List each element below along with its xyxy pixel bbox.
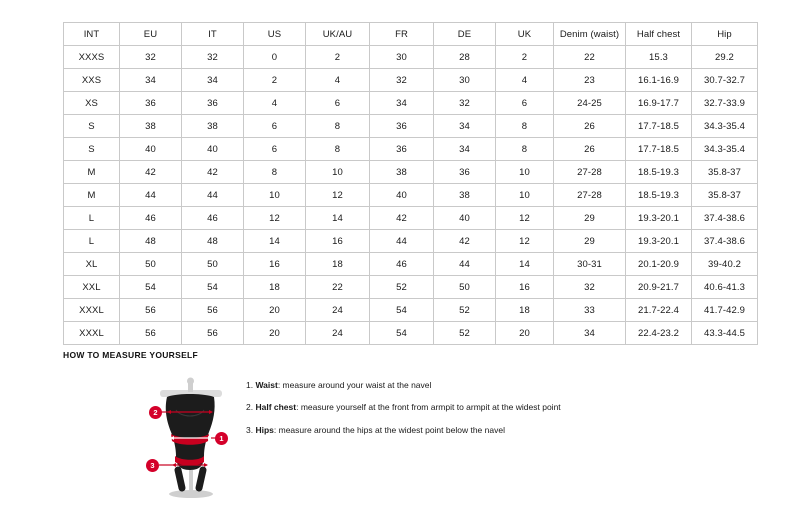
cell-hip: 40.6-41.3: [692, 276, 758, 299]
cell-int: XS: [64, 92, 120, 115]
cell-int: XXL: [64, 276, 120, 299]
cell-hip: 35.8-37: [692, 161, 758, 184]
cell-uk: 6: [496, 92, 554, 115]
measure-steps-list: [246, 380, 561, 447]
cell-it: 42: [182, 161, 244, 184]
column-header-int: INT: [64, 23, 120, 46]
cell-eu: 40: [120, 138, 182, 161]
column-header-de: DE: [434, 23, 496, 46]
cell-hip: 41.7-42.9: [692, 299, 758, 322]
cell-de: 28: [434, 46, 496, 69]
cell-eu: 48: [120, 230, 182, 253]
step-number: 1.: [246, 380, 254, 390]
cell-eu: 42: [120, 161, 182, 184]
column-header-denim-waist: Denim (waist): [554, 23, 626, 46]
cell-de: 42: [434, 230, 496, 253]
cell-uk-au: 18: [306, 253, 370, 276]
cell-it: 40: [182, 138, 244, 161]
cell-us: 16: [244, 253, 306, 276]
cell-int: XXS: [64, 69, 120, 92]
cell-us: 18: [244, 276, 306, 299]
how-to-measure-title: HOW TO MEASURE YOURSELF: [63, 350, 199, 360]
cell-fr: 38: [370, 161, 434, 184]
table-row: [64, 299, 758, 322]
cell-us: 20: [244, 322, 306, 345]
column-header-fr: FR: [370, 23, 434, 46]
cell-it: 36: [182, 92, 244, 115]
cell-fr: 30: [370, 46, 434, 69]
column-header-eu: EU: [120, 23, 182, 46]
cell-hip: 29.2: [692, 46, 758, 69]
cell-fr: 54: [370, 322, 434, 345]
step-text: : measure around your waist at the navel: [277, 380, 432, 390]
table-row: [64, 115, 758, 138]
cell-half-chest: 16.9-17.7: [626, 92, 692, 115]
size-chart-container: [63, 22, 746, 345]
table-row: [64, 207, 758, 230]
cell-us: 4: [244, 92, 306, 115]
cell-it: 54: [182, 276, 244, 299]
cell-denim-waist: 26: [554, 115, 626, 138]
cell-int: XXXS: [64, 46, 120, 69]
step-term: Hips: [255, 424, 274, 435]
cell-de: 34: [434, 138, 496, 161]
table-row: [64, 230, 758, 253]
table-row: [64, 138, 758, 161]
cell-half-chest: 19.3-20.1: [626, 230, 692, 253]
cell-uk-au: 4: [306, 69, 370, 92]
cell-it: 44: [182, 184, 244, 207]
mannequin-figure-icon: [63, 370, 238, 500]
cell-half-chest: 19.3-20.1: [626, 207, 692, 230]
cell-us: 12: [244, 207, 306, 230]
cell-half-chest: 17.7-18.5: [626, 115, 692, 138]
cell-de: 44: [434, 253, 496, 276]
table-row: [64, 92, 758, 115]
cell-uk: 8: [496, 115, 554, 138]
cell-us: 6: [244, 138, 306, 161]
cell-denim-waist: 26: [554, 138, 626, 161]
cell-uk: 12: [496, 230, 554, 253]
cell-fr: 40: [370, 184, 434, 207]
cell-int: S: [64, 115, 120, 138]
cell-uk-au: 24: [306, 322, 370, 345]
cell-uk-au: 14: [306, 207, 370, 230]
cell-hip: 39-40.2: [692, 253, 758, 276]
cell-uk: 10: [496, 161, 554, 184]
cell-uk-au: 12: [306, 184, 370, 207]
cell-fr: 36: [370, 115, 434, 138]
cell-int: L: [64, 230, 120, 253]
cell-int: M: [64, 161, 120, 184]
cell-int: L: [64, 207, 120, 230]
measure-step-hips: [246, 425, 561, 436]
cell-denim-waist: 24-25: [554, 92, 626, 115]
step-text: : measure around the hips at the widest point below the navel: [273, 424, 505, 435]
cell-eu: 56: [120, 322, 182, 345]
cell-uk: 14: [496, 253, 554, 276]
cell-hip: 43.3-44.5: [692, 322, 758, 345]
measure-step-half-chest: [246, 402, 561, 413]
cell-fr: 54: [370, 299, 434, 322]
table-row: [64, 322, 758, 345]
cell-hip: 34.3-35.4: [692, 115, 758, 138]
table-row: [64, 69, 758, 92]
cell-denim-waist: 27-28: [554, 161, 626, 184]
cell-us: 10: [244, 184, 306, 207]
cell-eu: 50: [120, 253, 182, 276]
cell-de: 36: [434, 161, 496, 184]
cell-half-chest: 15.3: [626, 46, 692, 69]
table-row: [64, 184, 758, 207]
cell-denim-waist: 29: [554, 207, 626, 230]
cell-half-chest: 16.1-16.9: [626, 69, 692, 92]
cell-de: 30: [434, 69, 496, 92]
cell-de: 52: [434, 322, 496, 345]
column-header-uk: UK: [496, 23, 554, 46]
cell-uk-au: 8: [306, 138, 370, 161]
column-header-hip: Hip: [692, 23, 758, 46]
cell-denim-waist: 22: [554, 46, 626, 69]
cell-denim-waist: 23: [554, 69, 626, 92]
cell-eu: 32: [120, 46, 182, 69]
table-body: [64, 46, 758, 345]
cell-half-chest: 18.5-19.3: [626, 161, 692, 184]
cell-uk: 10: [496, 184, 554, 207]
step-text: : measure yourself at the front from armpit to armpit at the widest point: [296, 402, 561, 413]
cell-hip: 30.7-32.7: [692, 69, 758, 92]
cell-us: 0: [244, 46, 306, 69]
mannequin-illustration: [63, 370, 238, 500]
table-row: [64, 276, 758, 299]
cell-int: S: [64, 138, 120, 161]
cell-fr: 52: [370, 276, 434, 299]
cell-us: 6: [244, 115, 306, 138]
cell-denim-waist: 30-31: [554, 253, 626, 276]
size-conversion-table: [63, 22, 758, 345]
column-header-uk-au: UK/AU: [306, 23, 370, 46]
cell-eu: 54: [120, 276, 182, 299]
how-to-measure-section: [63, 350, 735, 500]
cell-half-chest: 22.4-23.2: [626, 322, 692, 345]
cell-de: 32: [434, 92, 496, 115]
cell-us: 8: [244, 161, 306, 184]
cell-uk: 2: [496, 46, 554, 69]
cell-hip: 37.4-38.6: [692, 230, 758, 253]
cell-int: XXXL: [64, 322, 120, 345]
cell-uk-au: 6: [306, 92, 370, 115]
cell-de: 52: [434, 299, 496, 322]
cell-uk-au: 8: [306, 115, 370, 138]
cell-eu: 46: [120, 207, 182, 230]
cell-it: 56: [182, 322, 244, 345]
measure-badge-1: 1: [215, 432, 228, 445]
cell-int: XXXL: [64, 299, 120, 322]
step-number: 3.: [246, 424, 254, 435]
table-row: [64, 46, 758, 69]
cell-fr: 34: [370, 92, 434, 115]
cell-eu: 56: [120, 299, 182, 322]
cell-it: 34: [182, 69, 244, 92]
cell-uk: 20: [496, 322, 554, 345]
cell-int: M: [64, 184, 120, 207]
cell-hip: 32.7-33.9: [692, 92, 758, 115]
cell-denim-waist: 27-28: [554, 184, 626, 207]
table-row: [64, 161, 758, 184]
cell-uk: 16: [496, 276, 554, 299]
cell-de: 34: [434, 115, 496, 138]
step-term: Waist: [255, 380, 278, 390]
cell-it: 56: [182, 299, 244, 322]
column-header-it: IT: [182, 23, 244, 46]
column-header-half-chest: Half chest: [626, 23, 692, 46]
cell-denim-waist: 29: [554, 230, 626, 253]
cell-fr: 32: [370, 69, 434, 92]
cell-us: 14: [244, 230, 306, 253]
measure-badge-2: 2: [149, 406, 162, 419]
cell-uk: 4: [496, 69, 554, 92]
how-to-measure-body: [63, 370, 735, 500]
cell-uk: 12: [496, 207, 554, 230]
cell-denim-waist: 33: [554, 299, 626, 322]
cell-hip: 34.3-35.4: [692, 138, 758, 161]
cell-us: 20: [244, 299, 306, 322]
cell-uk: 18: [496, 299, 554, 322]
cell-int: XL: [64, 253, 120, 276]
cell-half-chest: 21.7-22.4: [626, 299, 692, 322]
cell-half-chest: 20.9-21.7: [626, 276, 692, 299]
table-header: [64, 23, 758, 46]
step-term: Half chest: [255, 402, 297, 413]
cell-fr: 46: [370, 253, 434, 276]
cell-eu: 38: [120, 115, 182, 138]
step-number: 2.: [246, 402, 254, 413]
cell-de: 50: [434, 276, 496, 299]
cell-hip: 35.8-37: [692, 184, 758, 207]
cell-eu: 36: [120, 92, 182, 115]
cell-it: 46: [182, 207, 244, 230]
column-header-us: US: [244, 23, 306, 46]
cell-half-chest: 20.1-20.9: [626, 253, 692, 276]
cell-it: 38: [182, 115, 244, 138]
cell-half-chest: 17.7-18.5: [626, 138, 692, 161]
measure-badge-3: 3: [146, 459, 159, 472]
cell-uk-au: 16: [306, 230, 370, 253]
cell-de: 40: [434, 207, 496, 230]
cell-uk-au: 2: [306, 46, 370, 69]
cell-eu: 44: [120, 184, 182, 207]
cell-fr: 44: [370, 230, 434, 253]
measure-step-waist: [246, 380, 561, 391]
cell-eu: 34: [120, 69, 182, 92]
cell-denim-waist: 34: [554, 322, 626, 345]
cell-fr: 42: [370, 207, 434, 230]
cell-uk: 8: [496, 138, 554, 161]
cell-half-chest: 18.5-19.3: [626, 184, 692, 207]
cell-it: 32: [182, 46, 244, 69]
table-header-row: [64, 23, 758, 46]
cell-us: 2: [244, 69, 306, 92]
cell-it: 48: [182, 230, 244, 253]
cell-it: 50: [182, 253, 244, 276]
cell-uk-au: 24: [306, 299, 370, 322]
cell-hip: 37.4-38.6: [692, 207, 758, 230]
cell-fr: 36: [370, 138, 434, 161]
table-row: [64, 253, 758, 276]
cell-uk-au: 22: [306, 276, 370, 299]
cell-denim-waist: 32: [554, 276, 626, 299]
cell-uk-au: 10: [306, 161, 370, 184]
cell-de: 38: [434, 184, 496, 207]
